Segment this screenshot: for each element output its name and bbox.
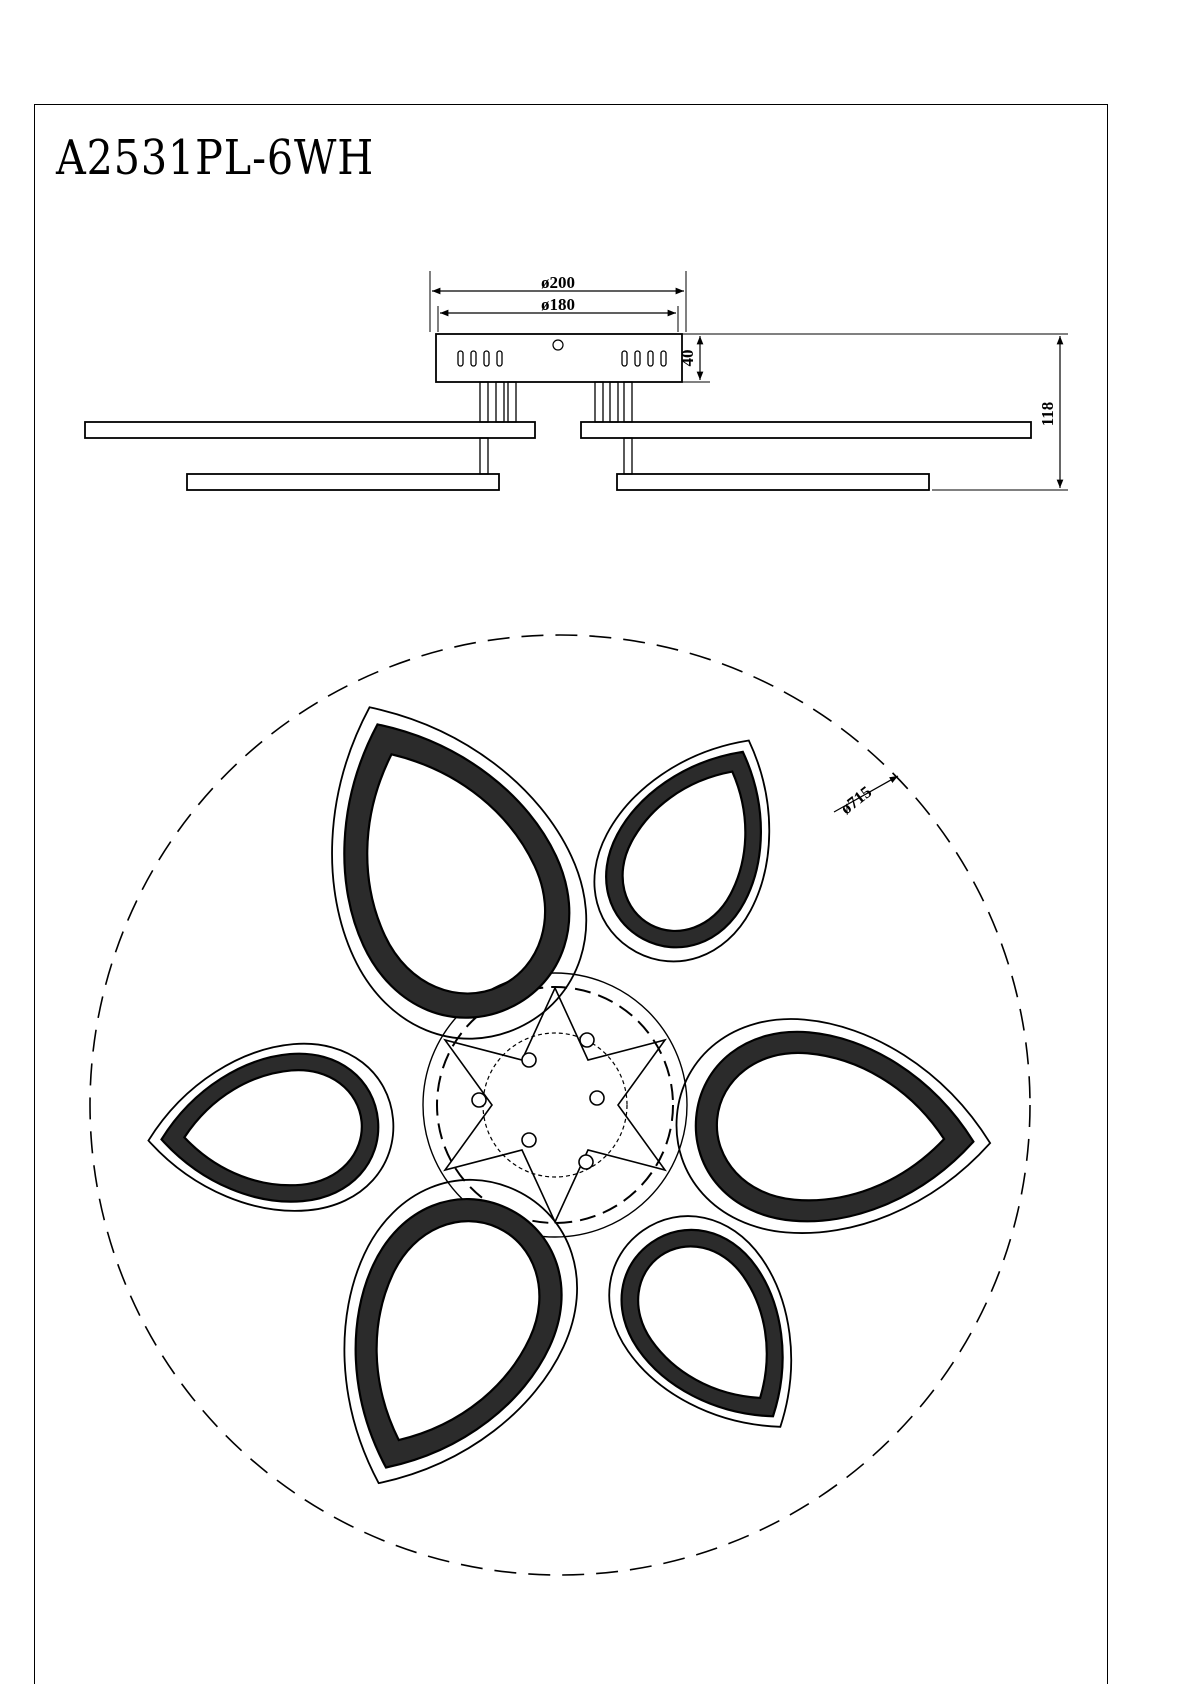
petal-6 xyxy=(141,1036,400,1224)
base-vent-slots-right xyxy=(622,351,666,366)
dim-label-180: ø180 xyxy=(541,295,575,314)
model-number-title: A2531PL-6WH xyxy=(56,130,375,186)
petal-outline xyxy=(565,702,821,990)
side-view xyxy=(85,271,1068,490)
dim-label-200: ø200 xyxy=(541,273,575,292)
petal-led-band xyxy=(298,1167,595,1509)
lower-arm-left xyxy=(187,474,499,490)
petal-group xyxy=(141,657,999,1530)
lower-arm-right xyxy=(617,474,929,490)
petal-4 xyxy=(576,1184,847,1474)
dim-label-118: 118 xyxy=(1038,401,1057,427)
base-screw-hole xyxy=(553,340,563,350)
canopy-inner-circle xyxy=(483,1033,627,1177)
base-vent-slots-left xyxy=(458,351,502,366)
upper-arm-left xyxy=(85,422,535,438)
petal-3 xyxy=(668,1009,1000,1249)
petal-led-band xyxy=(155,1047,384,1213)
dim-label-40: 40 xyxy=(678,349,697,367)
dim-label-715: ø715 xyxy=(836,782,876,819)
petal-led-band xyxy=(688,1023,982,1236)
petal-led-band xyxy=(592,1201,832,1457)
upper-arm-right xyxy=(581,422,1031,438)
canopy-dashed-circle xyxy=(437,987,673,1223)
petal-led-band xyxy=(281,680,606,1053)
petal-outline xyxy=(576,1184,847,1474)
top-view xyxy=(90,635,1030,1575)
overall-diameter-circle xyxy=(90,635,1030,1575)
ceiling-base-box xyxy=(436,334,682,382)
support-rods xyxy=(480,382,632,474)
petal-2 xyxy=(565,702,821,990)
petal-1 xyxy=(261,657,628,1079)
